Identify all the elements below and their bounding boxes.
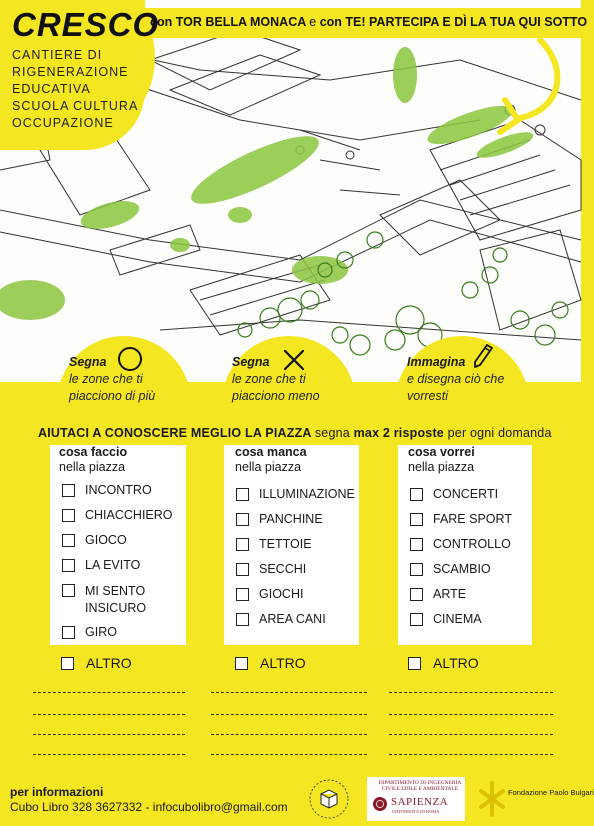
checkbox[interactable]: [410, 613, 423, 626]
checkbox[interactable]: [235, 657, 248, 670]
tagline: CANTIERE DI RIGENERAZIONE EDUCATIVA SCUOLA CULTURA OCCUPAZIONE: [12, 48, 139, 130]
option-gioco[interactable]: GIOCO: [62, 533, 127, 547]
option-controllo[interactable]: CONTROLLO: [410, 537, 511, 551]
write-line[interactable]: [211, 714, 367, 715]
sapienza-department: DIPARTIMENTO DI INGEGNERIA CIVILE EDILE E AMBIENTALE: [378, 780, 462, 792]
option-scambio[interactable]: SCAMBIO: [410, 562, 491, 576]
option-cinema[interactable]: CINEMA: [410, 612, 482, 626]
checkbox[interactable]: [410, 538, 423, 551]
column-header: cosa manca nella piazza: [235, 445, 307, 474]
write-line[interactable]: [33, 754, 185, 755]
instruction-dislike: Segna le zone che ti piacciono meno: [232, 355, 320, 403]
checkbox[interactable]: [62, 509, 75, 522]
option-la-evito[interactable]: LA EVITO: [62, 558, 140, 572]
sapienza-university: UNIVERSITÀ DI ROMA: [392, 809, 440, 814]
column-header: cosa vorrei nella piazza: [408, 445, 475, 474]
checkbox[interactable]: [62, 626, 75, 639]
column-cosa-faccio: [50, 445, 186, 645]
checkbox[interactable]: [410, 488, 423, 501]
page-title: CRESCO: [12, 6, 160, 43]
option-giochi[interactable]: GIOCHI: [236, 587, 303, 601]
fondazione-paolo-bulgari: Fondazione Paolo Bulgari: [508, 788, 594, 797]
column-cosa-manca: [224, 445, 359, 645]
write-line[interactable]: [211, 734, 367, 735]
column-cosa-vorrei: [398, 445, 532, 645]
checkbox[interactable]: [236, 488, 249, 501]
option-chiacchiero[interactable]: CHIACCHIERO: [62, 508, 173, 522]
checkbox[interactable]: [236, 513, 249, 526]
cross-icon: [282, 348, 306, 372]
option-altro-2[interactable]: ALTRO: [235, 655, 306, 671]
write-line[interactable]: [211, 692, 367, 693]
write-line[interactable]: [389, 734, 553, 735]
checkbox[interactable]: [62, 534, 75, 547]
checkbox[interactable]: [410, 513, 423, 526]
checkbox[interactable]: [62, 559, 75, 572]
write-line[interactable]: [389, 692, 553, 693]
checkbox[interactable]: [236, 588, 249, 601]
option-panchine[interactable]: PANCHINE: [236, 512, 323, 526]
option-secchi[interactable]: SECCHI: [236, 562, 306, 576]
sapienza-seal-icon: [372, 795, 388, 813]
question-heading: AIUTACI A CONOSCERE MEGLIO LA PIAZZA segna max 2 risposte per ogni domanda: [38, 426, 552, 440]
option-illuminazione[interactable]: ILLUMINAZIONE: [236, 487, 355, 501]
option-concerti[interactable]: CONCERTI: [410, 487, 498, 501]
sapienza-name: SAPIENZA: [391, 796, 449, 808]
option-altro-1[interactable]: ALTRO: [61, 655, 132, 671]
arrow-icon: [500, 40, 557, 132]
header-subtitle: con TOR BELLA MONACA e con TE! PARTECIPA E DÌ LA TUA QUI SOTTO: [150, 15, 588, 29]
write-line[interactable]: [389, 714, 553, 715]
option-mi-sento-insicuro[interactable]: MI SENTO INSICURO: [62, 583, 146, 617]
checkbox[interactable]: [62, 584, 75, 597]
write-line[interactable]: [211, 754, 367, 755]
checkbox[interactable]: [410, 563, 423, 576]
contact-info: per informazioni Cubo Libro 328 3627332 - infocubolibro@gmail.com: [10, 785, 288, 814]
column-header: cosa faccio nella piazza: [59, 445, 128, 474]
pencil-icon: [472, 343, 494, 369]
fpb-logo-icon: [476, 779, 508, 819]
cubolibro-logo: [303, 777, 355, 821]
write-line[interactable]: [389, 754, 553, 755]
write-line[interactable]: [33, 734, 185, 735]
checkbox[interactable]: [410, 588, 423, 601]
option-area-cani[interactable]: AREA CANI: [236, 612, 326, 626]
option-fare-sport[interactable]: FARE SPORT: [410, 512, 512, 526]
checkbox[interactable]: [62, 484, 75, 497]
option-giro[interactable]: GIRO: [62, 625, 117, 639]
checkbox[interactable]: [408, 657, 421, 670]
checkbox[interactable]: [236, 538, 249, 551]
write-line[interactable]: [33, 714, 185, 715]
instruction-like: Segna le zone che ti piacciono di più: [69, 355, 156, 403]
checkbox[interactable]: [236, 613, 249, 626]
circle-icon: [117, 346, 143, 372]
write-line[interactable]: [33, 692, 185, 693]
option-tettoie[interactable]: TETTOIE: [236, 537, 312, 551]
checkbox[interactable]: [61, 657, 74, 670]
option-arte[interactable]: ARTE: [410, 587, 466, 601]
checkbox[interactable]: [236, 563, 249, 576]
instruction-imagine: Immagina e disegna ciò che vorresti: [407, 355, 505, 403]
option-incontro[interactable]: INCONTRO: [62, 483, 152, 497]
option-altro-3[interactable]: ALTRO: [408, 655, 479, 671]
